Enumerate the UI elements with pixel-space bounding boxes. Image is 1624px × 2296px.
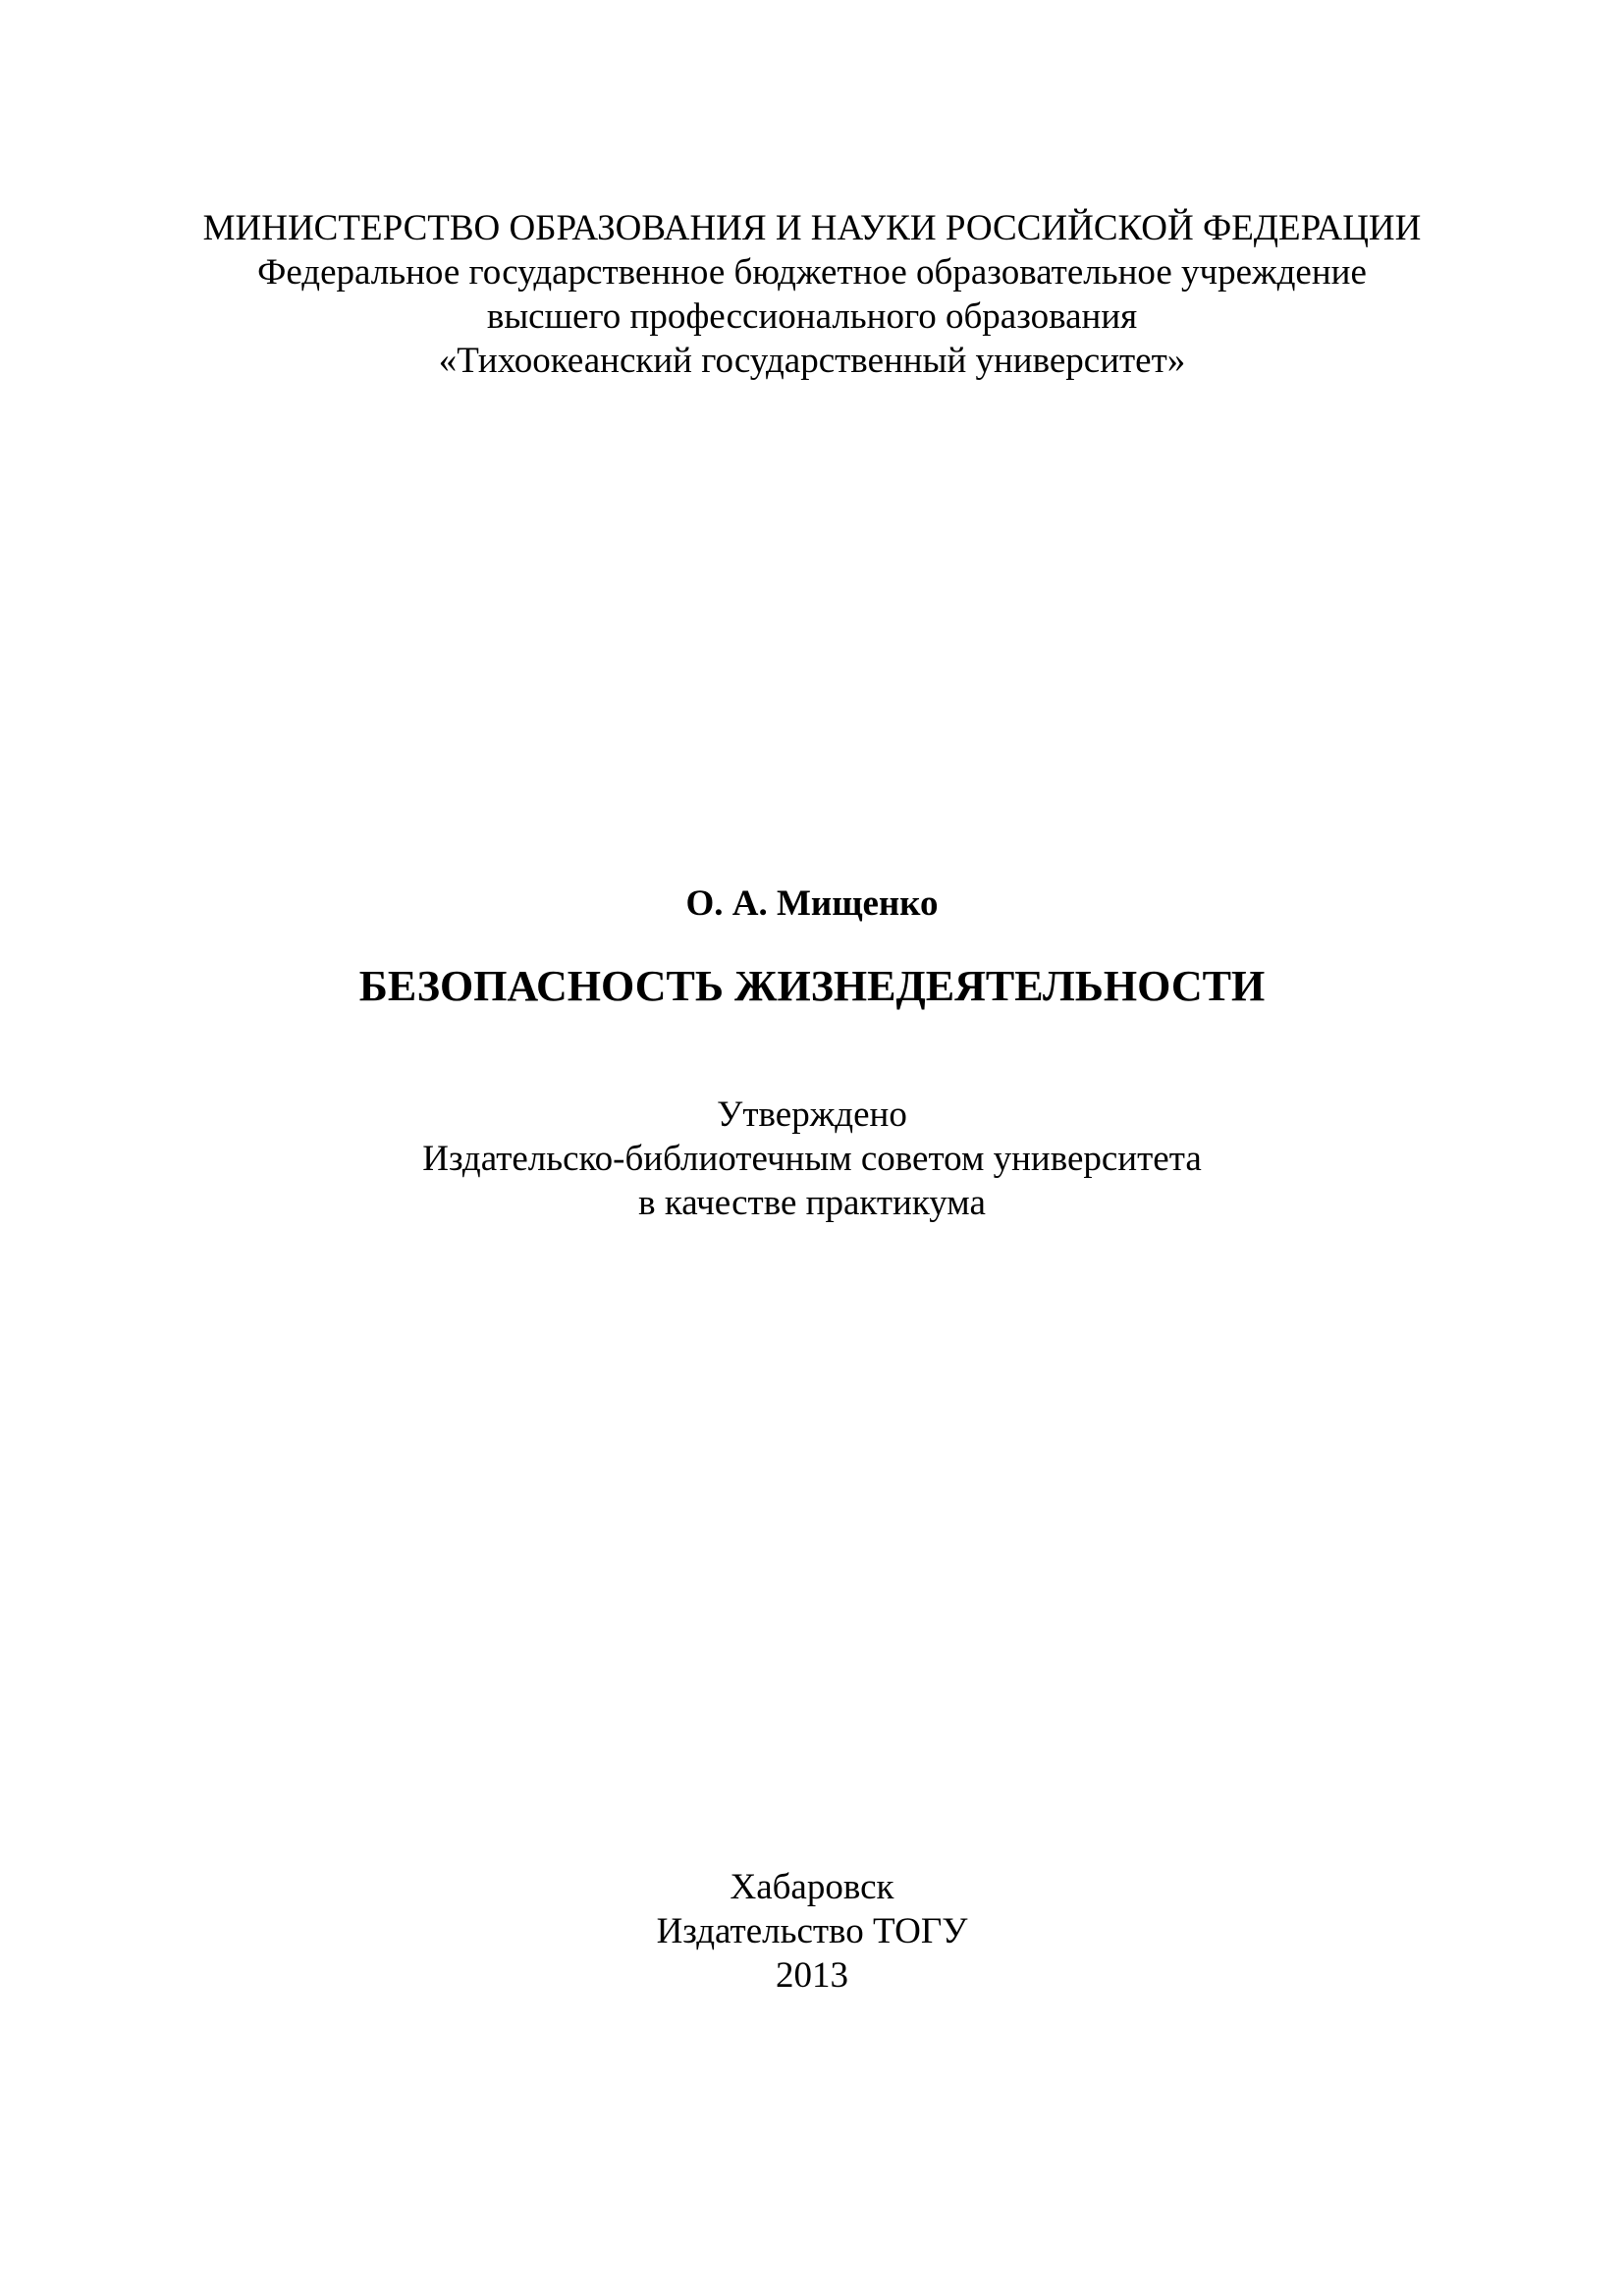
approval-line-3: в качестве практикума (638, 1183, 986, 1223)
ministry-name: МИНИСТЕРСТВО ОБРАЗОВАНИЯ И НАУКИ РОССИЙСКОЙ ФЕДЕРАЦИИ (202, 208, 1422, 248)
document-title (0, 960, 1624, 1013)
institution-type-line: Федеральное государственное бюджетное образовательное учреждение (257, 252, 1367, 293)
imprint-publisher: Издательство ТОГУ (656, 1911, 968, 1951)
institution-header (0, 206, 1624, 383)
imprint-city: Хабаровск (730, 1867, 894, 1907)
author-text: О. А. Мищенко (685, 883, 939, 924)
imprint (0, 1865, 1624, 1998)
author-name (0, 881, 1624, 926)
approval-line-2: Издательско-библиотечным советом университета (422, 1139, 1202, 1179)
approval-line-1: Утверждено (717, 1095, 907, 1135)
approval-note (0, 1093, 1624, 1225)
title-text: БЕЗОПАСНОСТЬ ЖИЗНЕДЕЯТЕЛЬНОСТИ (358, 962, 1266, 1010)
institution-education-line: высшего профессионального образования (486, 296, 1138, 337)
university-name: «Тихоокеанский государственный университет» (438, 341, 1186, 381)
imprint-year: 2013 (776, 1955, 848, 1996)
